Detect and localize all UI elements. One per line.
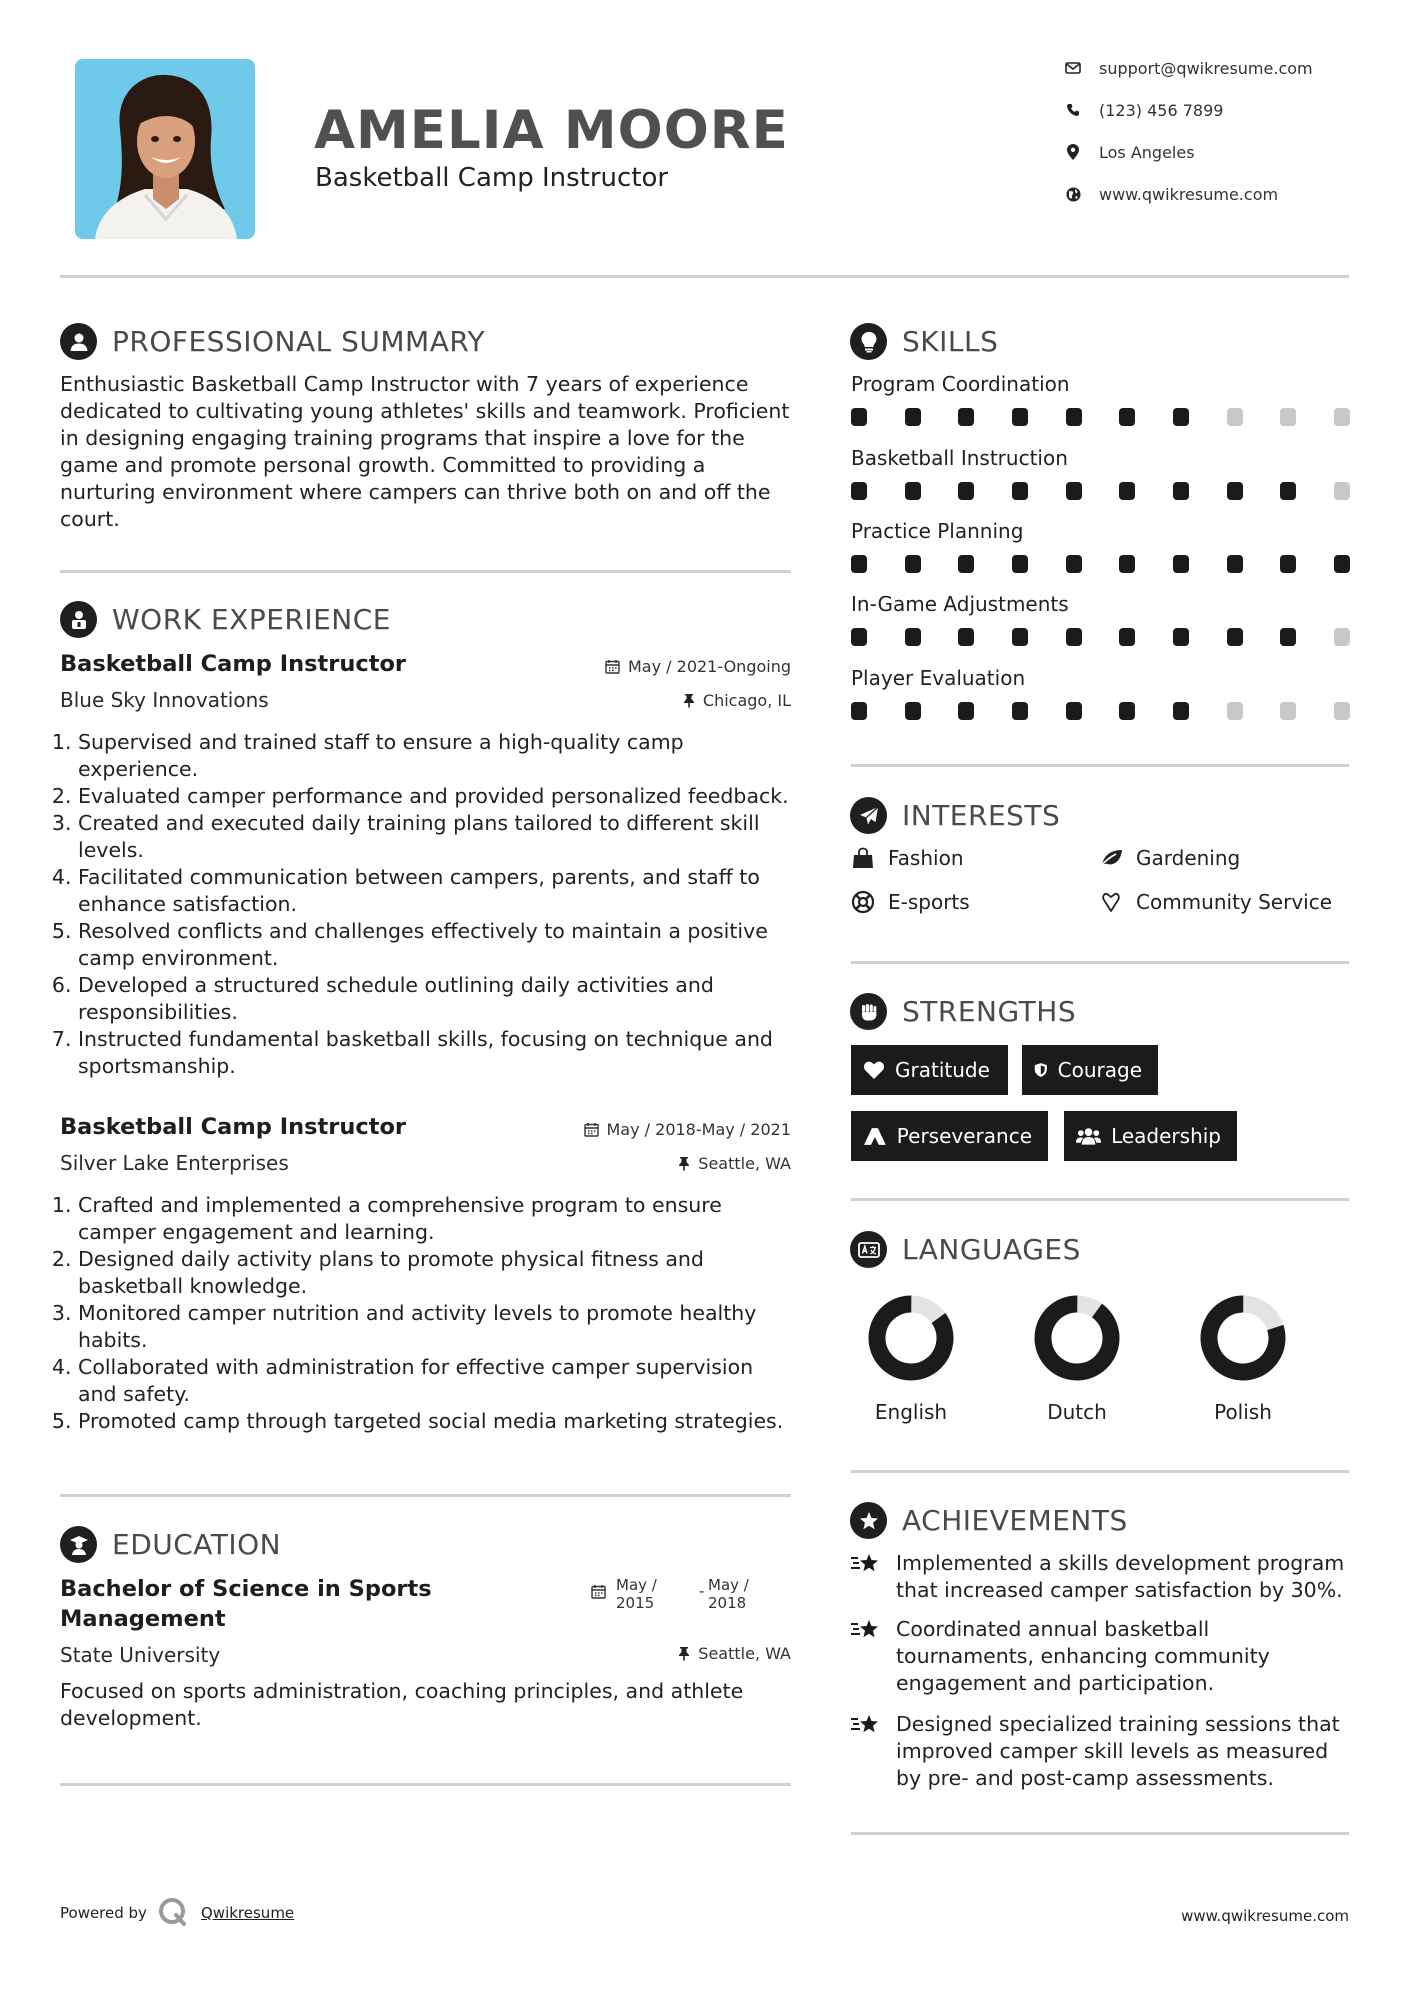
rating-dot-empty (1334, 702, 1350, 720)
rating-dot-filled (1119, 628, 1135, 646)
rating-dot-filled (1119, 408, 1135, 426)
rating-dot-filled (1227, 628, 1243, 646)
summary-line: nurturing environment where campers can thrive both on and off the (60, 480, 771, 504)
contact-phone[interactable] (1063, 100, 1223, 120)
rating-dot-filled (1227, 482, 1243, 500)
rating-dot-filled (1012, 482, 1028, 500)
rating-dot-filled (1334, 555, 1350, 573)
summary-line: Enthusiastic Basketball Camp Instructor with 7 years of experience (60, 372, 749, 396)
rating-dot-filled (1119, 482, 1135, 500)
rating-dot-empty (1334, 408, 1350, 426)
duty-item: 3. Monitored camper nutrition and activity levels to promote healthy habits. (78, 1300, 818, 1354)
job-2-duties (60, 1192, 818, 1435)
strengths-heading-text: STRENGTHS (902, 995, 1077, 1028)
strength-leadership (1064, 1111, 1237, 1161)
strengths-divider (851, 1198, 1349, 1201)
rating-dot-filled (1280, 628, 1296, 646)
strength-label: Perseverance (896, 1124, 1032, 1148)
rating-dot-filled (958, 628, 974, 646)
skill-2-name: Basketball Instruction (851, 446, 1068, 470)
rating-dot-empty (1334, 628, 1350, 646)
calendar-icon (605, 659, 620, 674)
rating-dot-filled (1280, 482, 1296, 500)
duty-item: 7. Instructed fundamental basketball skills, focusing on technique and sportsmanship. (78, 1026, 818, 1080)
degree-line: Management (60, 1606, 226, 1632)
rating-dot-empty (1227, 408, 1243, 426)
rating-dot-filled (1173, 408, 1189, 426)
summary-text (60, 371, 800, 533)
rating-dot-filled (1066, 555, 1082, 573)
skill-2-rating (851, 482, 1350, 500)
rating-dot-filled (1066, 702, 1082, 720)
summary-heading (60, 323, 485, 360)
contact-phone-text: (123) 456 7899 (1099, 100, 1224, 120)
education-date-start: May / 2015 (616, 1576, 657, 1612)
footer-brand-link[interactable]: Qwikresume (201, 1904, 295, 1922)
rating-dot-filled (1012, 628, 1028, 646)
rating-dot-filled (851, 482, 867, 500)
rating-dot-filled (1119, 702, 1135, 720)
rating-dot-filled (1173, 702, 1189, 720)
rating-dot-empty (1227, 702, 1243, 720)
rating-dot-filled (1119, 555, 1135, 573)
summary-line: game and promote personal growth. Committed to providing a (60, 453, 706, 477)
achievements-heading-text: ACHIEVEMENTS (902, 1504, 1128, 1537)
summary-line: dedicated to cultivating young athletes' skills and teamwork. Proficient (60, 399, 790, 423)
phone-icon (1063, 100, 1083, 120)
job-2-date-text: May / 2018-May / 2021 (606, 1120, 791, 1139)
duty-item: 5. Promoted camp through targeted social media marketing strategies. (78, 1408, 818, 1435)
leaf-icon (1098, 845, 1124, 871)
globe-icon (1063, 184, 1083, 204)
duty-item: 4. Collaborated with administration for effective camper supervision and safety. (78, 1354, 818, 1408)
calendar-icon (584, 1122, 599, 1137)
interest-label: Fashion (888, 846, 964, 870)
education-divider (60, 1783, 791, 1786)
rating-dot-filled (1066, 628, 1082, 646)
achievement-text: Implemented a skills development program that increased camper satisfaction by 30%. (896, 1551, 1345, 1602)
skill-4-name: In-Game Adjustments (851, 592, 1069, 616)
education-location (678, 1644, 791, 1663)
interest-fashion (850, 845, 964, 871)
experience-heading-text: WORK EXPERIENCE (112, 603, 391, 636)
duty-item: 2. Designed daily activity plans to promote physical fitness and basketball knowledge. (78, 1246, 818, 1300)
degree-line: Bachelor of Science in Sports (60, 1576, 432, 1602)
rating-dot-filled (1173, 628, 1189, 646)
interest-gardening (1098, 845, 1240, 871)
summary-line: in designing engaging training programs that inspire a love for the (60, 426, 745, 450)
language-label-dutch: Dutch (1047, 1400, 1107, 1424)
education-description (60, 1678, 800, 1732)
rating-dot-filled (1227, 555, 1243, 573)
rating-dot-filled (851, 702, 867, 720)
rating-dot-filled (1173, 482, 1189, 500)
experience-divider (60, 1494, 791, 1497)
users-icon (1076, 1126, 1101, 1146)
skills-divider (851, 764, 1349, 767)
duty-item: 1. Crafted and implemented a comprehensive program to ensure camper engagement and learning. (78, 1192, 818, 1246)
duty-item: 3. Created and executed daily training plans tailored to different skill levels. (78, 810, 818, 864)
education-desc-line: Focused on sports administration, coaching principles, and athlete (60, 1679, 744, 1703)
achievement-item (850, 1711, 1350, 1792)
job-2-date (584, 1120, 792, 1139)
rating-dot-filled (958, 555, 974, 573)
skills-heading-text: SKILLS (902, 325, 999, 358)
education-degree (60, 1574, 432, 1634)
achievements-heading (850, 1502, 1128, 1539)
education-school: State University (60, 1643, 221, 1667)
contact-website-text: www.qwikresume.com (1099, 184, 1279, 204)
strength-perseverance (851, 1111, 1048, 1161)
rating-dot-filled (905, 482, 921, 500)
lightbulb-icon (850, 323, 887, 360)
candidate-title: Basketball Camp Instructor (315, 163, 669, 193)
rating-dot-filled (851, 628, 867, 646)
contact-email-text: support@qwikresume.com (1099, 58, 1313, 78)
briefcase-user-icon (60, 601, 97, 638)
strength-label: Gratitude (895, 1058, 990, 1082)
interest-label: E-sports (888, 890, 970, 914)
rating-dot-filled (905, 628, 921, 646)
duty-item: 6. Developed a structured schedule outlining daily activities and responsibilities. (78, 972, 818, 1026)
envelope-icon (1063, 58, 1083, 78)
skill-4-rating (851, 628, 1350, 646)
strength-courage (1022, 1045, 1158, 1095)
summary-line: court. (60, 507, 120, 531)
job-2-company: Silver Lake Enterprises (60, 1151, 289, 1175)
map-marker-icon (1063, 142, 1083, 162)
fist-icon (850, 993, 887, 1030)
education-date-end: May / 2018 (708, 1576, 749, 1612)
skill-1-name: Program Coordination (851, 372, 1070, 396)
rating-dot-filled (905, 555, 921, 573)
achievement-item (850, 1550, 1350, 1604)
rating-dot-filled (1280, 555, 1296, 573)
rating-dot-filled (851, 408, 867, 426)
language-ring-polish (1200, 1295, 1286, 1385)
interests-heading (850, 797, 1060, 834)
job-2-location-text: Seattle, WA (698, 1154, 791, 1173)
mountain-icon (863, 1126, 887, 1146)
rating-dot-filled (1173, 555, 1189, 573)
rating-dot-filled (958, 482, 974, 500)
interests-divider (851, 961, 1349, 964)
duty-item: 2. Evaluated camper performance and provided personalized feedback. (78, 783, 818, 810)
skill-3-name: Practice Planning (851, 519, 1024, 543)
footer-powered-by: Powered by (60, 1904, 147, 1922)
star-speed-icon (850, 1550, 882, 1604)
education-desc-line: development. (60, 1706, 202, 1730)
job-2-title: Basketball Camp Instructor (60, 1114, 407, 1140)
education-heading-text: EDUCATION (112, 1528, 282, 1561)
job-1-company: Blue Sky Innovations (60, 688, 269, 712)
shopping-bag-icon (850, 845, 876, 871)
languages-chart (851, 1283, 1349, 1433)
star-badge-icon (850, 1502, 887, 1539)
education-date-separator: - (699, 1582, 705, 1600)
header-divider (60, 275, 1349, 278)
skill-5-rating (851, 702, 1350, 720)
interests-heading-text: INTERESTS (902, 799, 1061, 832)
star-speed-icon (850, 1711, 882, 1792)
achievement-item (850, 1616, 1350, 1697)
job-1-location (683, 691, 791, 710)
rating-dot-filled (905, 408, 921, 426)
rating-dot-empty (1280, 408, 1296, 426)
hand-heart-icon (1098, 889, 1124, 915)
rating-dot-filled (1066, 408, 1082, 426)
calendar-icon (591, 1584, 606, 1599)
job-1-duties (60, 729, 818, 1080)
skills-heading (850, 323, 998, 360)
rating-dot-filled (1066, 482, 1082, 500)
job-1-title: Basketball Camp Instructor (60, 651, 407, 677)
summary-divider (60, 570, 791, 573)
duty-item: 1. Supervised and trained staff to ensure a high-quality camp experience. (78, 729, 818, 783)
gamepad-icon (850, 889, 876, 915)
pushpin-icon (678, 1646, 690, 1661)
rating-dot-empty (1334, 482, 1350, 500)
language-ring-english (868, 1295, 954, 1385)
shield-icon (1034, 1060, 1048, 1080)
job-2-location (678, 1154, 791, 1173)
rating-dot-empty (1280, 702, 1296, 720)
duty-item: 4. Facilitated communication between campers, parents, and staff to enhance satisfaction. (78, 864, 818, 918)
achievement-text: Designed specialized training sessions that improved camper skill levels as measured by pre- and post-camp assessments. (896, 1712, 1340, 1790)
education-heading (60, 1526, 281, 1563)
interest-community-service (1098, 889, 1332, 915)
languages-heading-text: LANGUAGES (902, 1233, 1081, 1266)
heart-icon (863, 1060, 885, 1080)
strengths-heading (850, 993, 1076, 1030)
rating-dot-filled (958, 408, 974, 426)
interest-esports (850, 889, 970, 915)
graduate-icon (60, 1526, 97, 1563)
experience-heading (60, 601, 391, 638)
duty-item: 5. Resolved conflicts and challenges effectively to maintain a positive camp environment. (78, 918, 818, 972)
job-1-date-text: May / 2021-Ongoing (628, 657, 791, 676)
contact-location-text: Los Angeles (1099, 142, 1195, 162)
rating-dot-filled (905, 702, 921, 720)
contact-email[interactable] (1063, 58, 1313, 78)
strength-label: Leadership (1111, 1124, 1221, 1148)
strength-label: Courage (1057, 1058, 1142, 1082)
language-ring-dutch (1034, 1295, 1120, 1385)
rating-dot-filled (1012, 702, 1028, 720)
achievements-divider (851, 1832, 1349, 1835)
skill-3-rating (851, 555, 1350, 573)
education-location-text: Seattle, WA (698, 1644, 791, 1663)
language-label-polish: Polish (1214, 1400, 1272, 1424)
interest-label: Community Service (1136, 890, 1333, 914)
pushpin-icon (683, 693, 695, 708)
pushpin-icon (678, 1156, 690, 1171)
profile-photo (75, 59, 255, 239)
star-speed-icon (850, 1616, 882, 1697)
language-ring-fill (1034, 1295, 1120, 1381)
job-1-date (605, 657, 791, 676)
contact-location (1063, 142, 1195, 162)
job-1-location-text: Chicago, IL (702, 691, 791, 710)
language-label-english: English (874, 1400, 948, 1424)
paper-plane-icon (850, 797, 887, 834)
languages-heading (850, 1231, 1081, 1268)
rating-dot-filled (958, 702, 974, 720)
user-icon (60, 323, 97, 360)
achievement-text: Coordinated annual basketball tournaments, enhancing community engagement and participation. (896, 1617, 1270, 1695)
qwikresume-logo-icon (157, 1896, 189, 1932)
skill-1-rating (851, 408, 1350, 426)
footer-url[interactable]: www.qwikresume.com (1181, 1907, 1349, 1925)
language-card-icon (850, 1231, 887, 1268)
rating-dot-filled (851, 555, 867, 573)
rating-dot-filled (1012, 555, 1028, 573)
language-ring-fill (868, 1295, 954, 1381)
rating-dot-filled (1012, 408, 1028, 426)
languages-divider (851, 1470, 1349, 1473)
skill-5-name: Player Evaluation (851, 666, 1026, 690)
summary-heading-text: PROFESSIONAL SUMMARY (112, 325, 486, 358)
contact-website[interactable] (1063, 184, 1278, 204)
interest-label: Gardening (1136, 846, 1241, 870)
strength-gratitude (851, 1045, 1008, 1095)
candidate-name: AMELIA MOORE (314, 100, 789, 161)
